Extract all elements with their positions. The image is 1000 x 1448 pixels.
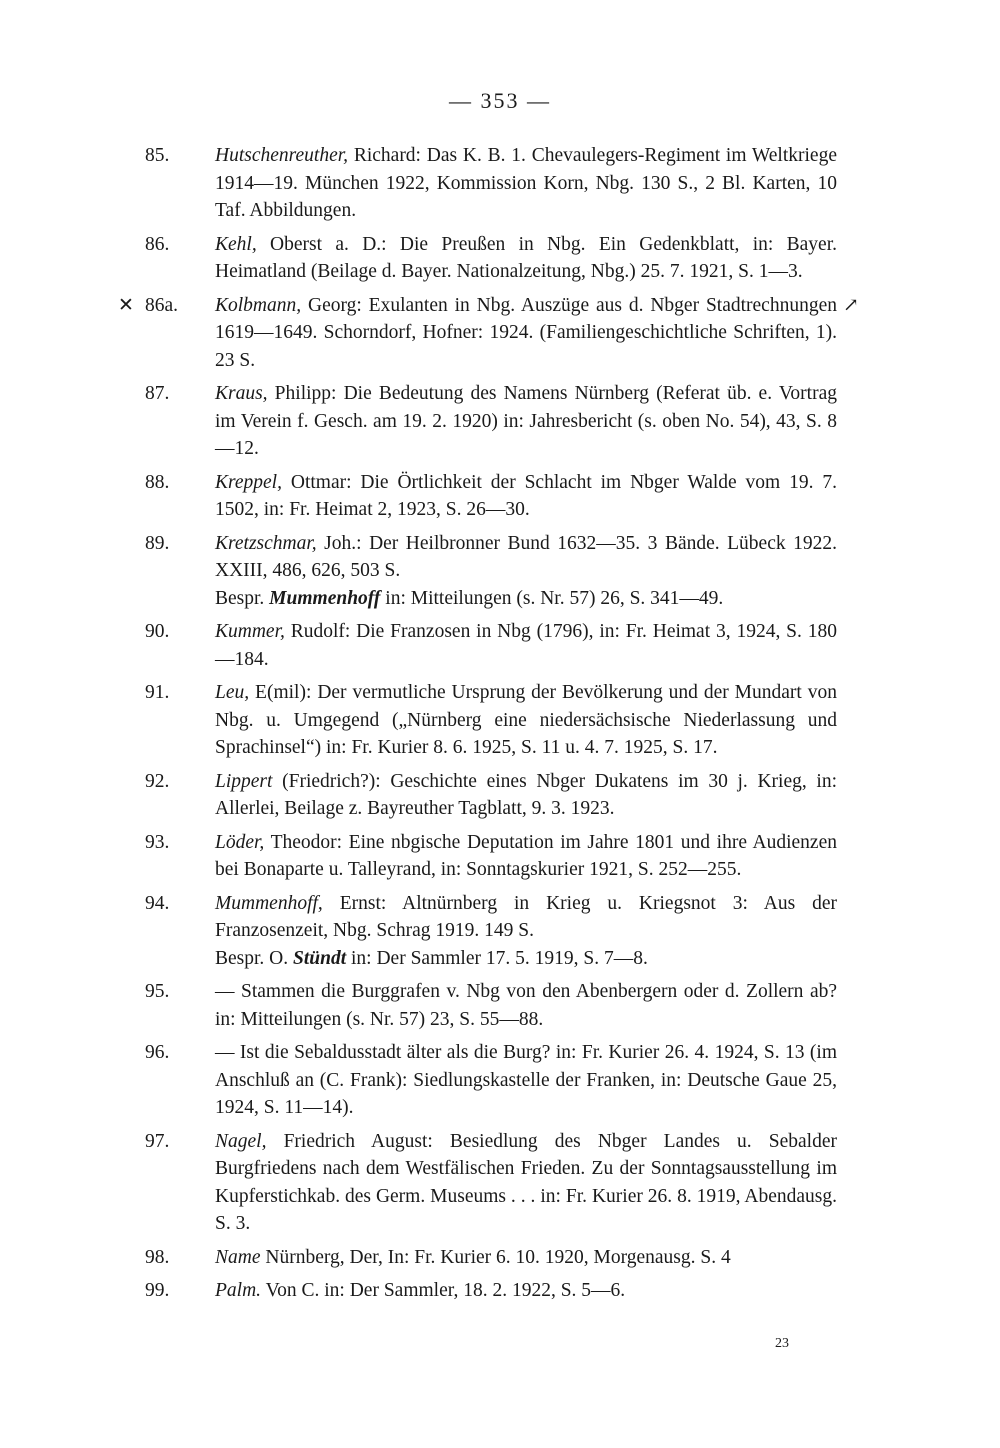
- entry-number: 99.: [145, 1280, 170, 1301]
- entry-number: 98.: [145, 1246, 170, 1268]
- margin-mark-cross: ✕: [118, 294, 134, 316]
- bibliography-entry: [0, 231, 837, 286]
- bibliography-entry: [0, 1039, 837, 1122]
- entry-author: Name: [215, 1246, 261, 1268]
- margin-mark-arrow: ↗: [843, 294, 859, 316]
- entry-number: 94.: [145, 892, 170, 914]
- bibliography-entry: [0, 292, 859, 375]
- entry-text: (Friedrich?): Geschichte eines Nbger Dukatens im 30 j. Krieg, in: Allerlei, Beilage z. Bayreuther Tagblatt, 9. 3. 1923.: [215, 770, 837, 819]
- bibliography-entry: [0, 142, 837, 225]
- entry-number: 88.: [145, 471, 170, 493]
- entry-number: 92.: [145, 770, 170, 792]
- entry-text: Ernst: Altnürnberg in Krieg u. Kriegsnot 3: Aus der Franzosenzeit, Nbg. Schrag 1919. 149 S.: [215, 892, 837, 941]
- entry-text: Friedrich August: Besiedlung des Nbger Landes u. Sebalder Burgfriedens nach dem Westfälischen Frieden. Zu der Sonntagsausstellung im Kupferstichkab. des Germ. Museums . . . in: Fr. Kurier 26. 8. 1919, Abendausg. S. 3.: [215, 1130, 837, 1234]
- entry-number: 96.: [145, 1042, 170, 1063]
- entry-author: Löder,: [215, 831, 265, 853]
- entry-author: Kolbmann,: [215, 294, 302, 316]
- entry-author: Nagel,: [215, 1130, 267, 1152]
- entry-text: Theodor: Eine nbgische Deputation im Jahre 1801 und ihre Audienzen bei Bonaparte u. Talleyrand, in: Sonntagskurier 1921, S. 252—255.: [215, 831, 837, 880]
- entry-author: Palm.: [215, 1280, 262, 1301]
- bibliography-list: [0, 142, 1000, 1311]
- entry-author: Kretzschmar,: [215, 532, 317, 554]
- entry-review: [215, 945, 837, 973]
- entry-text: — Ist die Sebaldusstadt älter als die Burg? in: Fr. Kurier 26. 4. 1924, S. 13 (im Anschluß an (C. Frank): Siedlungskastelle der Franken, in: Deutsche Gaue 25, 1924, S. 11—14).: [215, 1042, 837, 1118]
- entry-author: Kraus,: [215, 383, 268, 404]
- entry-review: [215, 585, 837, 613]
- entry-number: 97.: [145, 1130, 170, 1152]
- entry-number: 91.: [145, 682, 170, 703]
- bibliography-entry: [0, 1244, 837, 1272]
- entry-author: Kreppel,: [215, 471, 282, 493]
- entry-author: Kehl,: [215, 233, 257, 255]
- entry-author: Hutschenreuther,: [215, 145, 349, 166]
- entry-text: Ottmar: Die Örtlichkeit der Schlacht im Nbger Walde vom 19. 7. 1502, in: Fr. Heimat 2, 1923, S. 26—30.: [215, 471, 837, 520]
- review-text: in: Der Sammler 17. 5. 1919, S. 7—8.: [346, 947, 648, 969]
- review-prefix: Bespr. O.: [215, 947, 293, 969]
- entry-author: Leu,: [215, 682, 250, 703]
- entry-text: Richard: Das K. B. 1. Chevaulegers-Regiment im Weltkriege 1914—19. München 1922, Kommission Korn, Nbg. 130 S., 2 Bl. Karten, 10 Taf. Abbildungen.: [215, 145, 837, 221]
- bibliography-entry: [0, 1128, 837, 1238]
- entry-text: Nürnberg, Der, In: Fr. Kurier 6. 10. 1920, Morgenausg. S. 4: [260, 1246, 731, 1268]
- entry-text: Philipp: Die Bedeutung des Namens Nürnberg (Referat üb. e. Vortrag im Verein f. Gesch. am 19. 2. 1920) in: Jahresbericht (s. oben No. 54), 43, S. 8—12.: [215, 383, 837, 459]
- bibliography-entry: [0, 768, 837, 823]
- review-author: Stündt: [293, 947, 347, 969]
- entry-text: Oberst a. D.: Die Preußen in Nbg. Ein Gedenkblatt, in: Bayer. Heimatland (Beilage d. Bayer. Nationalzeitung, Nbg.) 25. 7. 1921, S. 1—3.: [215, 233, 837, 282]
- entry-number: 89.: [145, 532, 170, 554]
- entry-author: Lippert: [215, 770, 273, 792]
- bibliography-entry: [0, 1277, 837, 1305]
- bibliography-entry: [0, 978, 837, 1033]
- bibliography-entry: [0, 679, 837, 762]
- entry-text: Von C. in: Der Sammler, 18. 2. 1922, S. 5—6.: [261, 1280, 626, 1301]
- entry-number: 90.: [145, 621, 170, 642]
- bibliography-entry: [0, 618, 837, 673]
- entry-text: Rudolf: Die Franzosen in Nbg (1796), in: Fr. Heimat 3, 1924, S. 180—184.: [215, 621, 837, 670]
- entry-text: Georg: Exulanten in Nbg. Auszüge aus d. Nbger Stadtrechnungen 1619—1649. Schorndorf, Hofner: 1924. (Familiengeschichtliche Schriften, 1). 23 S.: [215, 294, 837, 371]
- entry-author: Mummenhoff,: [215, 892, 323, 914]
- page-number: — 353 —: [449, 88, 551, 113]
- bibliography-entry: [0, 890, 837, 973]
- review-prefix: Bespr.: [215, 587, 270, 609]
- printer-signature: 23: [775, 1336, 789, 1351]
- entry-number: 86a.: [145, 294, 179, 316]
- entry-number: 86.: [145, 233, 170, 255]
- review-text: in: Mitteilungen (s. Nr. 57) 26, S. 341—49.: [380, 587, 724, 609]
- entry-number: 93.: [145, 831, 170, 853]
- entry-number: 95.: [145, 981, 170, 1002]
- entry-text: Joh.: Der Heilbronner Bund 1632—35. 3 Bände. Lübeck 1922. XXIII, 486, 626, 503 S.: [215, 532, 837, 581]
- entry-number: 85.: [145, 145, 170, 166]
- bibliography-entry: [0, 380, 837, 463]
- entry-number: 87.: [145, 383, 170, 404]
- entry-text: — Stammen die Burggrafen v. Nbg von den Abenbergern oder d. Zollern ab? in: Mitteilungen (s. Nr. 57) 23, S. 55—88.: [215, 981, 837, 1030]
- bibliography-entry: [0, 530, 837, 613]
- bibliography-entry: [0, 469, 837, 524]
- bibliography-entry: [0, 829, 837, 884]
- review-author: Mummenhoff: [269, 587, 381, 609]
- entry-author: Kummer,: [215, 621, 285, 642]
- entry-text: E(mil): Der vermutliche Ursprung der Bevölkerung und der Mundart von Nbg. u. Umgegend („Nürnberg eine niedersächsische Niederlassung und Sprachinsel“) in: Fr. Kurier 8. 6. 1925, S. 11 u. 4. 7. 1925, S. 17.: [215, 682, 837, 758]
